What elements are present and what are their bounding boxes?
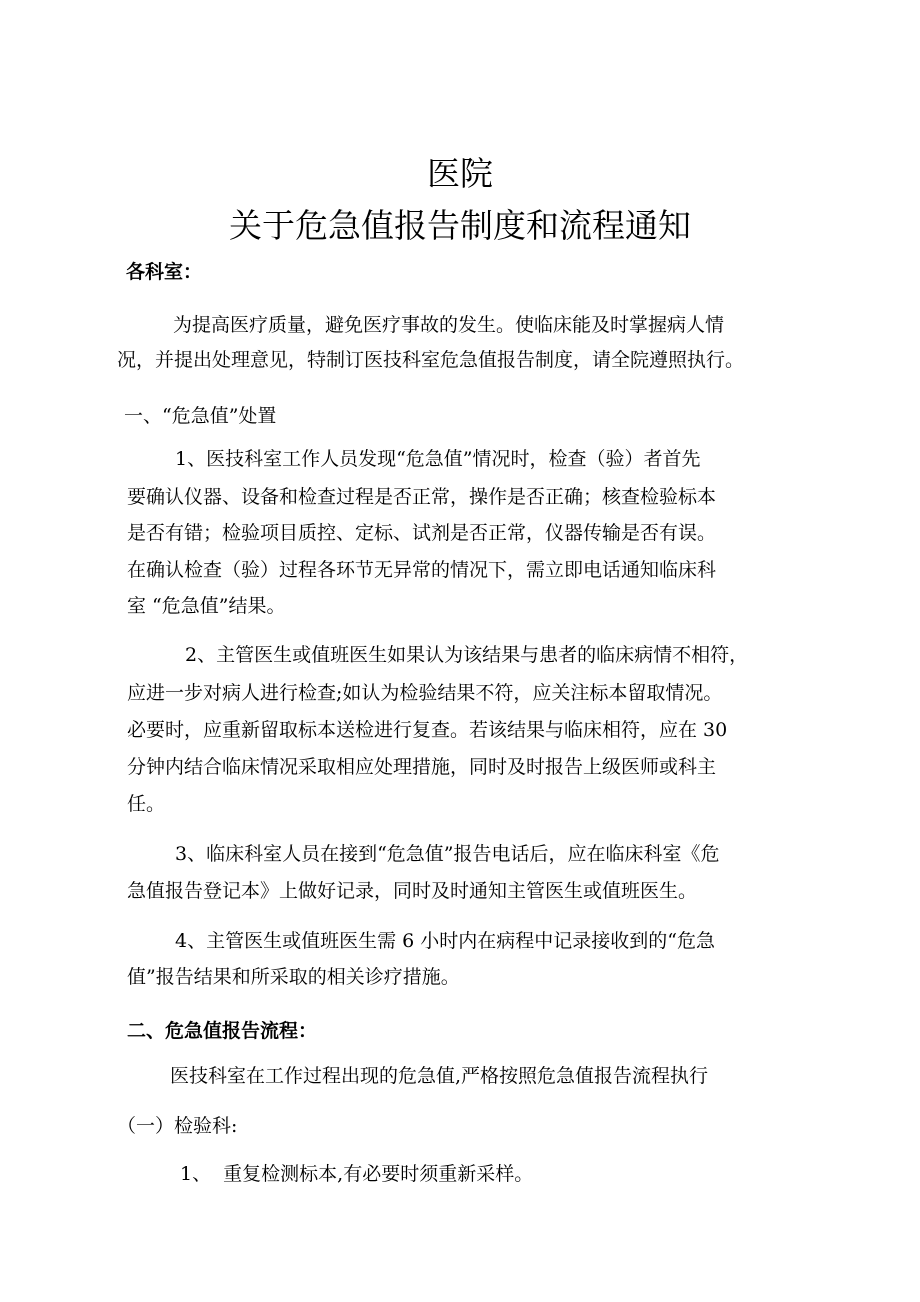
section2-heading: 二、危急值报告流程： (127, 1020, 318, 1042)
salutation: 各科室： (126, 261, 203, 283)
intro-line-2: 况，并提出处理意见，特制订医技科室危急值报告制度，请全院遵照执行。 (117, 349, 745, 371)
item4-line-2: 值”报告结果和所采取的相关诊疗措施。 (127, 966, 460, 988)
item2-line-5: 任。 (127, 793, 166, 815)
section2-sub1-item1: 1、 重复检测标本,有必要时须重新采样。 (180, 1163, 534, 1185)
item2-line-4: 分钟内结合临床情况采取相应处理措施，同时及时报告上级医师或科主 (127, 756, 717, 778)
section1-heading: 一、“危急值”处置 (124, 405, 277, 427)
item3-line-2: 急值报告登记本》上做好记录，同时及时通知主管医生或值班医生。 (127, 880, 698, 902)
item2-line-1: 2、主管医生或值班医生如果认为该结果与患者的临床病情不相符， (185, 644, 749, 666)
item1-line-1: 1、医技科室工作人员发现“危急值”情况时，检查（验）者首先 (175, 448, 701, 470)
item2-line-2: 应进一步对病人进行检查;如认为检验结果不符，应关注标本留取情况。 (127, 682, 723, 704)
item4-line-1: 4、主管医生或值班医生需 6 小时内在病程中记录接收到的“危急 (175, 930, 715, 952)
item1-line-4: 在确认检查（验）过程各环节无异常的情况下，需立即电话通知临床科 (127, 559, 717, 581)
item2-line-3: 必要时，应重新留取标本送检进行复查。若该结果与临床相符，应在 30 (127, 719, 728, 741)
document-title-line1: 医院 (427, 154, 493, 193)
intro-line-1: 为提高医疗质量，避免医疗事故的发生。使临床能及时掌握病人情 (173, 314, 725, 336)
section2-intro: 医技科室在工作过程出现的危急值,严格按照危急值报告流程执行 (170, 1065, 709, 1087)
item1-line-5: 室 “危急值”结果。 (127, 595, 286, 617)
item3-line-1: 3、临床科室人员在接到“危急值”报告电话后，应在临床科室《危 (175, 843, 720, 865)
item1-line-2: 要确认仪器、设备和检查过程是否正常，操作是否正确；核查检验标本 (127, 486, 717, 508)
item1-line-3: 是否有错；检验项目质控、定标、试剂是否正常，仪器传输是否有误。 (127, 522, 717, 544)
section2-sub1-heading: （一）检验科: (117, 1115, 238, 1137)
document-title-line2: 关于危急值报告制度和流程通知 (229, 206, 691, 245)
